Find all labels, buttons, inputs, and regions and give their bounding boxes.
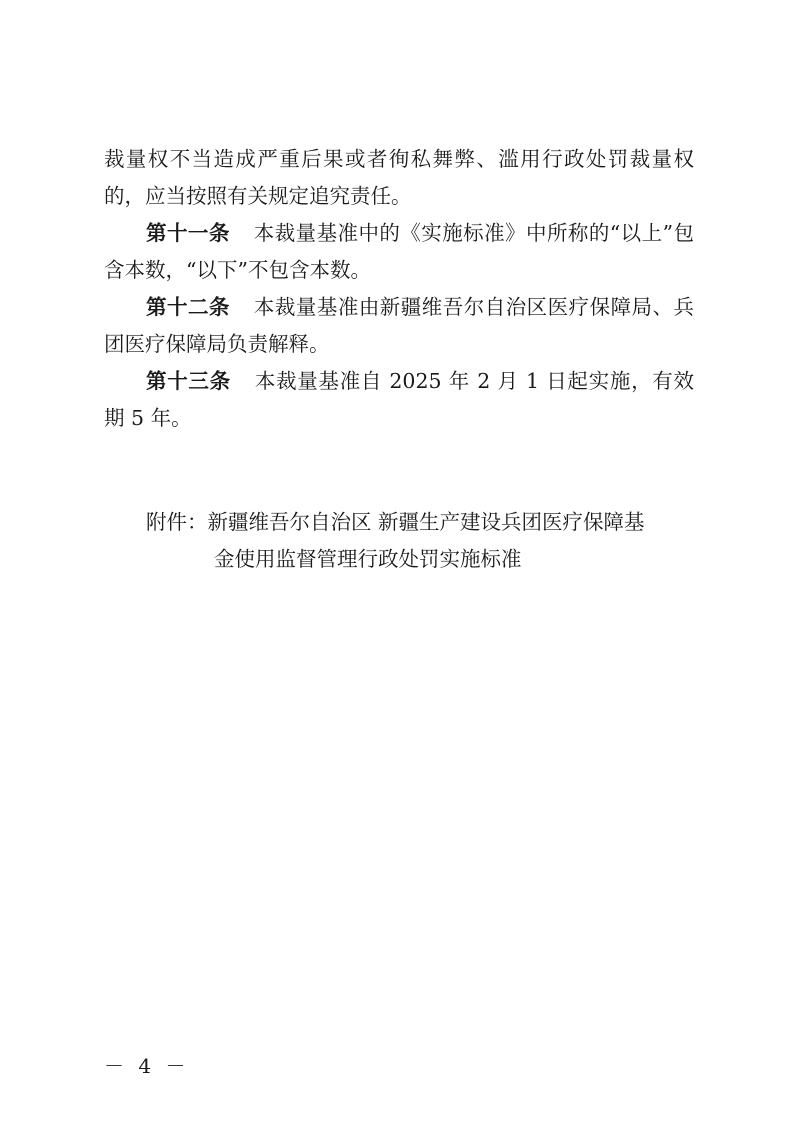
- attachment-line-2: 金使用监督管理行政处罚实施标准: [214, 547, 522, 571]
- document-body: [104, 141, 694, 437]
- article-text: 本裁量基准自 2025 年 2 月 1 日起实施，有效期 5 年。: [104, 369, 694, 430]
- article-13: [104, 363, 694, 437]
- article-12: [104, 289, 694, 363]
- article-label: 第十二条: [146, 295, 230, 319]
- attachment-note: [146, 504, 706, 578]
- article-11: [104, 215, 694, 289]
- paragraph-continuation: [104, 141, 694, 215]
- page-number: － 4 －: [104, 1054, 190, 1078]
- article-text: 本裁量基准中的《实施标准》中所称的“以上”包含本数，“以下”不包含本数。: [104, 221, 694, 282]
- attachment-line-1: 附件：新疆维吾尔自治区 新疆生产建设兵团医疗保障基: [146, 510, 645, 534]
- paragraph-text: 裁量权不当造成严重后果或者徇私舞弊、滥用行政处罚裁量权的，应当按照有关规定追究责任。: [104, 147, 694, 208]
- article-text: 本裁量基准由新疆维吾尔自治区医疗保障局、兵团医疗保障局负责解释。: [104, 295, 695, 356]
- article-label: 第十一条: [146, 221, 230, 245]
- article-label: 第十三条: [146, 369, 231, 393]
